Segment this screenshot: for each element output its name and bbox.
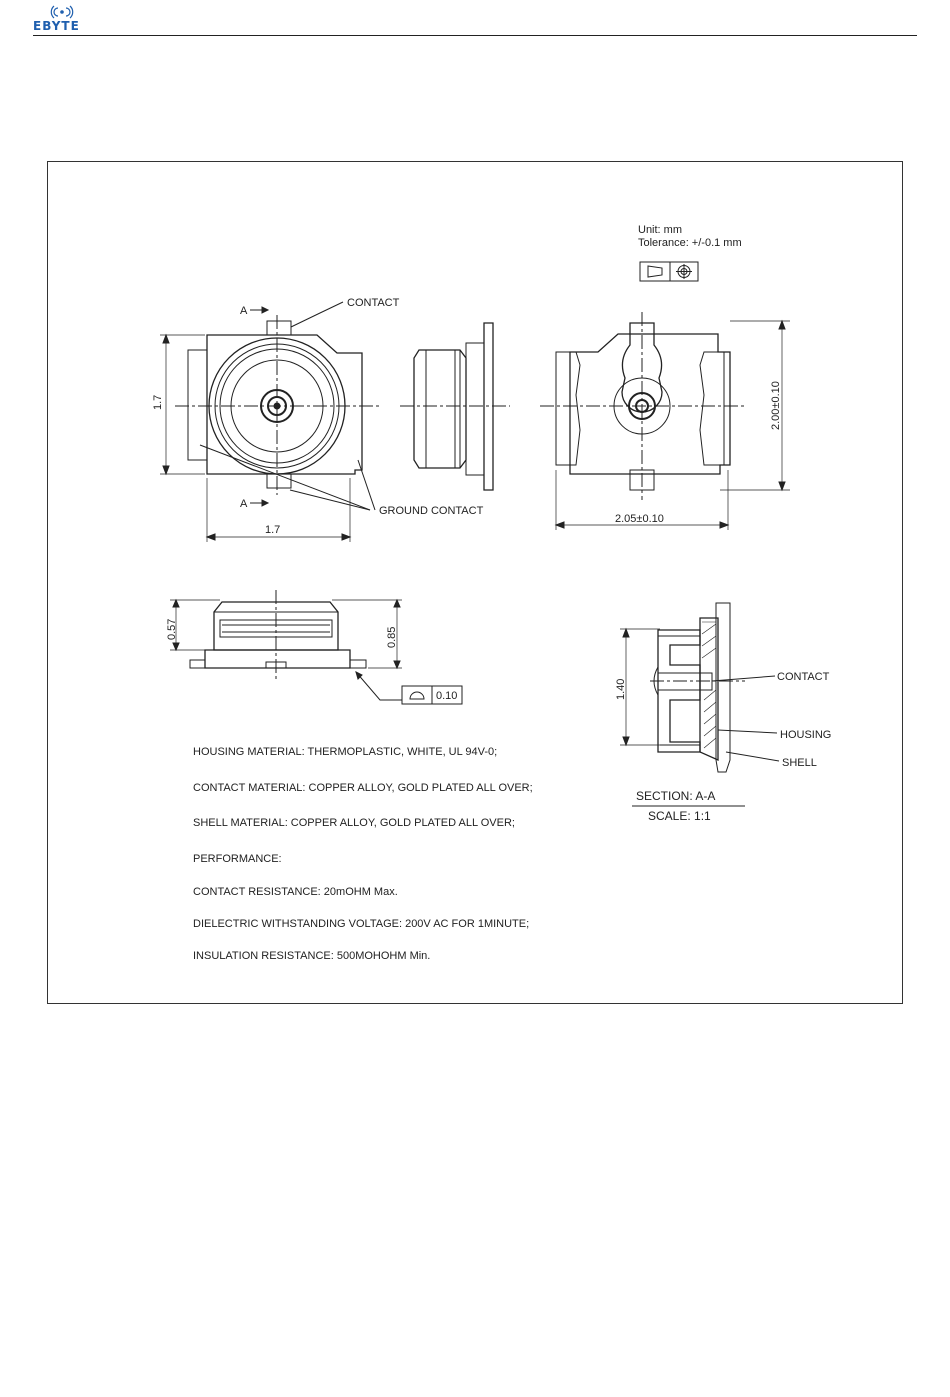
ground-contact-callout: GROUND CONTACT xyxy=(379,505,484,517)
spec-housing-material: HOUSING MATERIAL: THERMOPLASTIC, WHITE, UL 94V-0; xyxy=(193,746,498,758)
housing-callout: HOUSING xyxy=(780,729,832,741)
shell-callout: SHELL xyxy=(782,757,817,769)
brand-logo: EBYTE xyxy=(33,19,80,33)
section-scale: SCALE: 1:1 xyxy=(648,809,711,823)
projection-symbol xyxy=(640,262,698,281)
section-mark-bottom: A xyxy=(240,498,248,510)
total-height-dim: 0.85 xyxy=(386,626,398,648)
section-title: SECTION: A-A xyxy=(636,789,716,803)
contact-callout: CONTACT xyxy=(347,297,400,309)
section-contact-callout: CONTACT xyxy=(777,671,830,683)
bottom-view-height-dim: 2.00±0.10 xyxy=(770,381,782,430)
spec-shell-material: SHELL MATERIAL: COPPER ALLOY, GOLD PLATED ALL OVER; xyxy=(193,817,515,829)
section-mark-top: A xyxy=(240,305,248,317)
flatness-tolerance: 0.10 xyxy=(436,690,458,702)
tolerance-label: Tolerance: +/-0.1 mm xyxy=(638,237,742,249)
spec-contact-material: CONTACT MATERIAL: COPPER ALLOY, GOLD PLATED ALL OVER; xyxy=(193,782,533,794)
unit-label: Unit: mm xyxy=(638,224,682,236)
side-view xyxy=(400,323,510,490)
section-view xyxy=(615,603,831,823)
spec-dielectric-voltage: DIELECTRIC WITHSTANDING VOLTAGE: 200V AC FOR 1MINUTE; xyxy=(193,918,530,930)
spec-contact-resistance: CONTACT RESISTANCE: 20mOHM Max. xyxy=(193,886,398,898)
top-view-height-dim: 1.7 xyxy=(152,394,164,410)
top-view xyxy=(152,297,484,542)
top-view-width-dim: 1.7 xyxy=(265,524,281,536)
spec-insulation-resistance: INSULATION RESISTANCE: 500MOHOHM Min. xyxy=(193,950,431,962)
bottom-view xyxy=(540,312,790,530)
upper-height-dim: 0.57 xyxy=(166,618,178,640)
elevation-view xyxy=(166,590,462,704)
bottom-view-width-dim: 2.05±0.10 xyxy=(615,513,664,525)
section-height-dim: 1.40 xyxy=(615,678,627,700)
spec-performance-heading: PERFORMANCE: xyxy=(193,853,282,865)
